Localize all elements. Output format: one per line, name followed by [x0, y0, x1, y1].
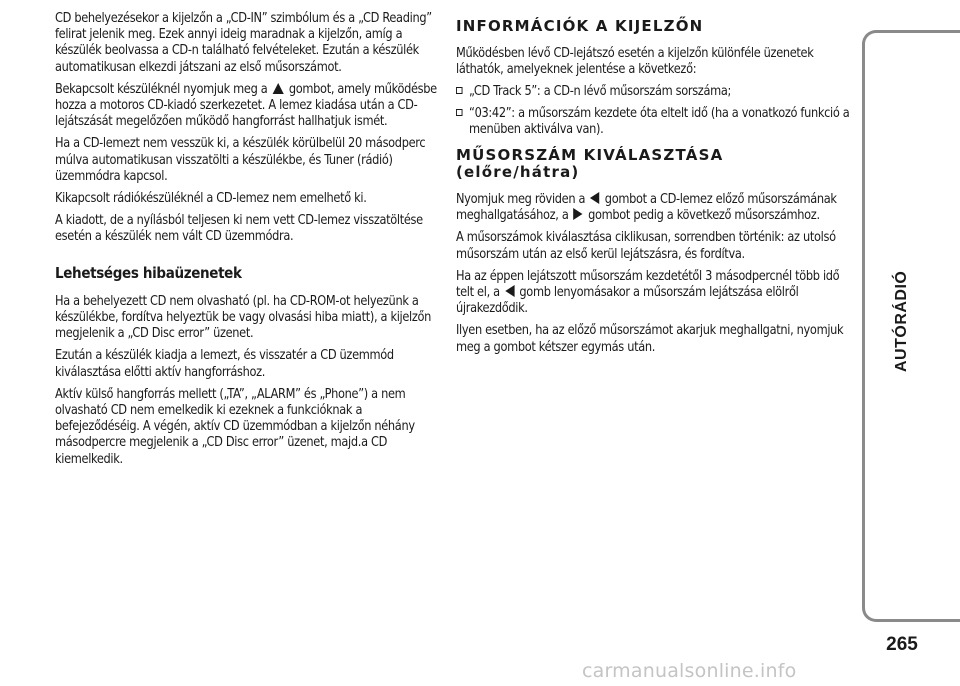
heading-track-selection [456, 147, 848, 181]
subheading-errors: Lehetséges hibaüzenetek [55, 263, 242, 282]
heading-track-selection-line2: (előre/hátra) [456, 163, 580, 182]
paragraph-eject-text-b: gombot, amely működésbe hozza a motoros CD-kiadó szerkezetet. A lemez kiadása után a CD-lejátszását megelőzően működő hangforrást hallhatjuk ismét. [55, 80, 437, 130]
heading-track-selection-line1: MŰSORSZÁM KIVÁLASZTÁSA [456, 146, 724, 165]
triangle-left-icon [505, 285, 514, 297]
paragraph-track-text-a: Nyomjuk meg röviden a [456, 191, 586, 208]
paragraph-restart [456, 268, 846, 317]
display-messages-list [456, 83, 848, 137]
paragraph-cd-insert: CD behelyezésekor a kijelzőn a „CD-IN” szimbólum és a „CD Reading” felirat jelenik meg. Ezek annyi ideig maradnak a kijelzőn, amíg a készülék beolvassa a CD-n található felvételeket. Ezután a készülék automatikusan elkezdi játszani az első műsorszámot. [55, 10, 432, 75]
page-number: 265 [886, 634, 918, 655]
triangle-right-icon [574, 208, 583, 220]
paragraph-external-source: Aktív külső hangforrás mellett („TA”, „ALARM” és „Phone”) a nem olvasható CD nem emelkedik ki ezeknek a funkcióknak a befejeződéséig. A végén, aktív CD üzemmódban a kijelzőn néhány másodpercre megjelenik a „CD Disc error” üzenet, majd.a CD kiemelkedik. [55, 385, 415, 467]
paragraph-restart-text-b: gomb lenyomásakor a műsorszám lejátszása elölről újrakezdődik. [456, 284, 799, 317]
paragraph-auto-reload: Ha a CD-lemezt nem vesszük ki, a készülék körülbelül 20 másodperc múlva automatikusan visszatölti a készülékbe, és Tuner (rádió) üzemmódra kapcsol. [55, 135, 426, 184]
chapter-side-tab [862, 30, 960, 622]
paragraph-radio-off: Kikapcsolt rádiókészüléknél a CD-lemez nem emelhető ki. [55, 190, 367, 207]
paragraph-track-buttons [456, 191, 846, 223]
triangle-left-icon [590, 192, 599, 204]
list-item-text: “03:42”: a műsorszám kezdete óta eltelt idő (ha a vonatkozó funkció a menüben aktiválva van). [469, 104, 850, 137]
left-column [55, 10, 447, 473]
checkbox-bullet-icon [456, 87, 463, 94]
paragraph-eject [55, 81, 445, 130]
paragraph-press-twice: Ilyen esetben, ha az előző műsorszámot akarjuk meghallgatni, nyomjuk meg a gombot kétszer egymás után. [456, 322, 844, 355]
heading-display-info: INFORMÁCIÓK A KIJELZŐN [456, 17, 704, 35]
watermark: carmanualsonline.info [582, 660, 797, 682]
paragraph-eject-text-a: Bekapcsolt készüléknél nyomjuk meg a [55, 80, 268, 97]
eject-triangle-up-icon [273, 83, 284, 94]
paragraph-disc-eject: Ezután a készülék kiadja a lemezt, és visszatér a CD üzemmód kiválasztása előtti aktív hangforráshoz. [55, 347, 394, 380]
right-column [456, 10, 848, 361]
paragraph-track-text-c: gombot pedig a következő műsorszámhoz. [588, 207, 820, 224]
list-item [456, 83, 859, 99]
chapter-side-label-text: AUTÓRÁDIÓ [893, 270, 910, 372]
list-item [456, 105, 859, 137]
list-item-text: „CD Track 5”: a CD-n lévő műsorszám sorszáma; [469, 83, 732, 100]
paragraph-track-text-b: gombot a CD-lemez előző műsorszámának meghallgatásához, a [456, 191, 837, 224]
paragraph-reload-mode: A kiadott, de a nyílásból teljesen ki nem vett CD-lemez visszatöltése esetén a készülék nem vált CD üzemmódra. [55, 212, 423, 245]
paragraph-restart-text-a: Ha az éppen lejátszott műsorszám kezdetétől 3 másodpercnél több idő telt el, a [456, 267, 840, 301]
checkbox-bullet-icon [456, 109, 463, 116]
paragraph-display-intro: Működésben lévő CD-lejátszó esetén a kijelzőn különféle üzenetek láthatók, amelyeknek jelentése a következő: [456, 45, 814, 78]
paragraph-disc-error: Ha a behelyezett CD nem olvasható (pl. ha CD-ROM-ot helyezünk a készülékbe, fordítva helyeztük be vagy olvasási hiba miatt), a kijelzőn megjelenik a „CD Disc error” üzenet. [55, 292, 432, 342]
paragraph-cyclic: A műsorszámok kiválasztása ciklikusan, sorrendben történik: az utolsó műsorszám után az első kerül lejátszásra, és fordítva. [456, 229, 836, 262]
